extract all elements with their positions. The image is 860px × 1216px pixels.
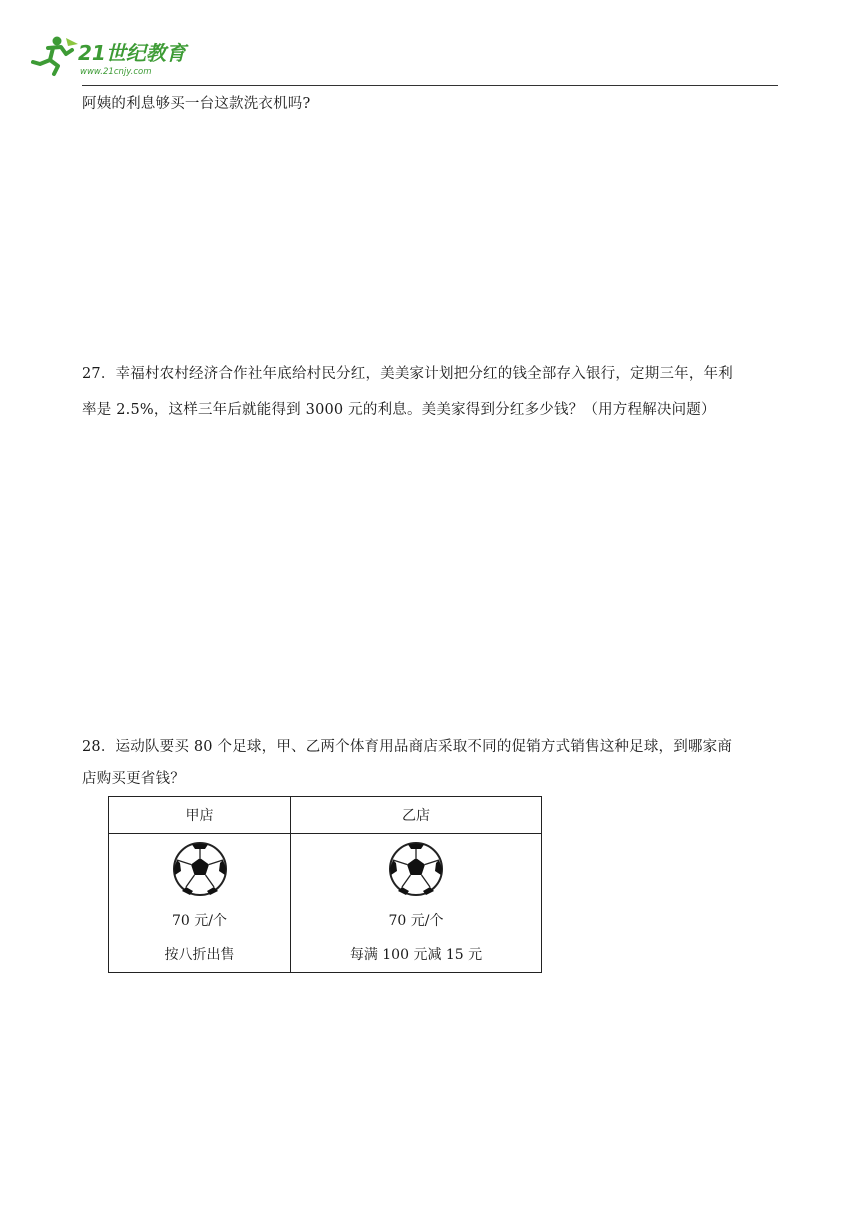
table-row [109, 834, 542, 973]
question-28-line-1: 28．运动队要买 80 个足球，甲、乙两个体育用品商店采取不同的促销方式销售这种足球，到哪家商 [82, 739, 733, 755]
store-jia-cell [109, 834, 291, 973]
store-comparison-table [108, 796, 542, 973]
header-divider [82, 85, 778, 86]
store-jia-price: 70 元/个 [172, 913, 227, 929]
store-yi-promotion: 每满 100 元减 15 元 [349, 947, 483, 963]
runner-icon [33, 37, 78, 75]
header-store-jia: 甲店 [109, 797, 291, 834]
store-yi-price: 70 元/个 [388, 913, 444, 929]
soccer-ball-icon [172, 841, 228, 897]
soccer-ball-icon [388, 841, 444, 897]
question-27-line-1: 27．幸福村农村经济合作社年底给村民分红，美美家计划把分红的钱全部存入银行，定期三年，年利 [82, 366, 733, 382]
question-28-line-2: 店购买更省钱？ [82, 771, 185, 787]
header-store-yi: 乙店 [291, 797, 542, 834]
logo-title: 21世纪教育 [78, 41, 186, 65]
site-logo [28, 34, 198, 78]
store-jia-promotion: 按八折出售 [164, 947, 235, 963]
table-header-row [109, 797, 542, 834]
question-27-line-2: 率是 2.5%，这样三年后就能得到 3000 元的利息。美美家得到分红多少钱？（用方程解决问题） [82, 402, 716, 418]
store-yi-cell [291, 834, 542, 973]
logo-url: www.21cnjy.com [80, 67, 152, 77]
carryover-question-line: 阿姨的利息够买一台这款洗衣机吗? [82, 96, 311, 112]
